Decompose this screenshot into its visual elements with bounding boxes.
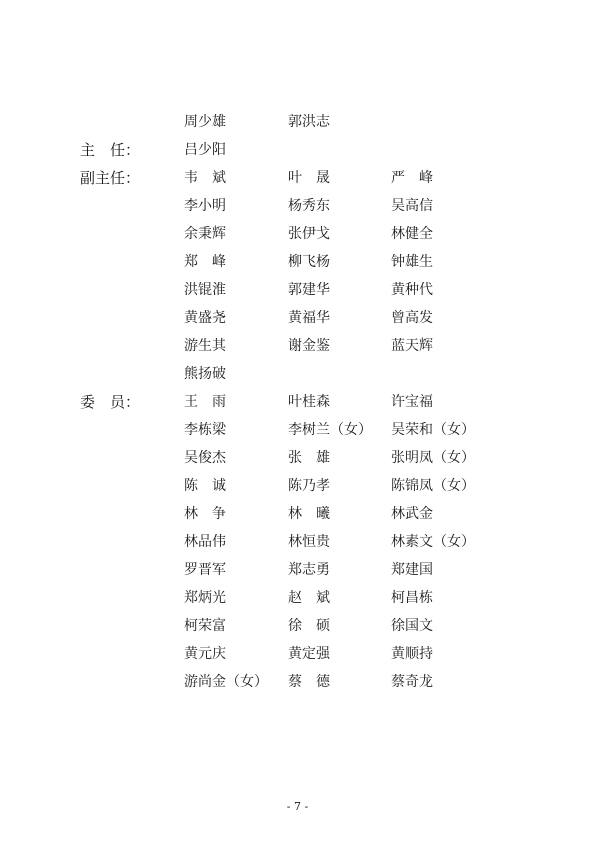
member-name: 徐 硕: [288, 618, 330, 634]
page-number: - 7 -: [286, 800, 309, 813]
member-name: 韦 斌: [184, 170, 226, 186]
member-name: 黄定强: [288, 646, 330, 662]
member-name: 罗晋军: [184, 562, 226, 578]
member-name: 许宝福: [391, 394, 433, 410]
name-row: [0, 416, 595, 444]
name-row: [0, 584, 595, 612]
member-name: 杨秀东: [288, 198, 330, 214]
name-row: [0, 192, 595, 220]
member-name: 郭建华: [288, 282, 330, 298]
member-name: 林品伟: [184, 534, 226, 550]
name-row: [0, 304, 595, 332]
member-name: 吴荣和（女）: [391, 422, 475, 438]
member-name: 吕少阳: [184, 142, 226, 158]
member-name: 林 曦: [288, 506, 330, 522]
member-name: 黄元庆: [184, 646, 226, 662]
member-name: 王 雨: [184, 394, 226, 410]
member-name: 李树兰（女）: [288, 422, 372, 438]
member-name: 郑志勇: [288, 562, 330, 578]
member-name: 严 峰: [391, 170, 433, 186]
name-row: [0, 164, 595, 192]
name-row: [0, 612, 595, 640]
member-name: 陈乃孝: [288, 478, 330, 494]
member-name: 钟雄生: [391, 254, 433, 270]
member-name: 徐国文: [391, 618, 433, 634]
name-row: [0, 640, 595, 668]
member-name: 叶 晟: [288, 170, 330, 186]
role-label: 主 任：: [80, 141, 141, 159]
member-name: 吴俊杰: [184, 450, 226, 466]
name-row: [0, 668, 595, 696]
member-name: 林恒贵: [288, 534, 330, 550]
member-name: 林素文（女）: [391, 534, 475, 550]
member-name: 柳飞杨: [288, 254, 330, 270]
name-row: [0, 220, 595, 248]
member-name: 张 雄: [288, 450, 330, 466]
member-name: 黄盛尧: [184, 310, 226, 326]
member-name: 曾高发: [391, 310, 433, 326]
member-name: 叶桂森: [288, 394, 330, 410]
member-name: 蔡奇龙: [391, 674, 433, 690]
name-row: [0, 360, 595, 388]
member-name: 游尚金（女）: [184, 674, 268, 690]
member-name: 陈锦凤（女）: [391, 478, 475, 494]
name-row: [0, 528, 595, 556]
member-name: 林武金: [391, 506, 433, 522]
member-name: 赵 斌: [288, 590, 330, 606]
name-row: [0, 332, 595, 360]
member-name: 张明凤（女）: [391, 450, 475, 466]
name-row: [0, 388, 595, 416]
member-name: 林健全: [391, 226, 433, 242]
member-name: 黄福华: [288, 310, 330, 326]
member-name: 余秉辉: [184, 226, 226, 242]
member-name: 陈 诚: [184, 478, 226, 494]
member-name: 李栋梁: [184, 422, 226, 438]
name-row: [0, 472, 595, 500]
member-name: 郭洪志: [288, 114, 330, 130]
name-row: [0, 108, 595, 136]
member-name: 吴高信: [391, 198, 433, 214]
member-name: 周少雄: [184, 114, 226, 130]
member-name: 洪锟淮: [184, 282, 226, 298]
member-name: 李小明: [184, 198, 226, 214]
member-name: 郑炳光: [184, 590, 226, 606]
member-name: 郑建国: [391, 562, 433, 578]
role-label: 副主任：: [80, 169, 141, 187]
role-label: 委 员：: [80, 393, 141, 411]
member-name: 林 争: [184, 506, 226, 522]
name-row: [0, 556, 595, 584]
member-name: 黄顺持: [391, 646, 433, 662]
name-row: [0, 248, 595, 276]
member-name: 游生其: [184, 338, 226, 354]
name-row: [0, 276, 595, 304]
member-name: 黄种代: [391, 282, 433, 298]
member-name: 熊扬破: [184, 366, 226, 382]
name-row: [0, 444, 595, 472]
member-name: 柯荣富: [184, 618, 226, 634]
member-name: 蔡 德: [288, 674, 330, 690]
member-name: 蓝天辉: [391, 338, 433, 354]
name-row: [0, 500, 595, 528]
member-name: 柯昌栋: [391, 590, 433, 606]
name-row: [0, 136, 595, 164]
member-name: 张伊戈: [288, 226, 330, 242]
member-name: 谢金鉴: [288, 338, 330, 354]
member-name: 郑 峰: [184, 254, 226, 270]
